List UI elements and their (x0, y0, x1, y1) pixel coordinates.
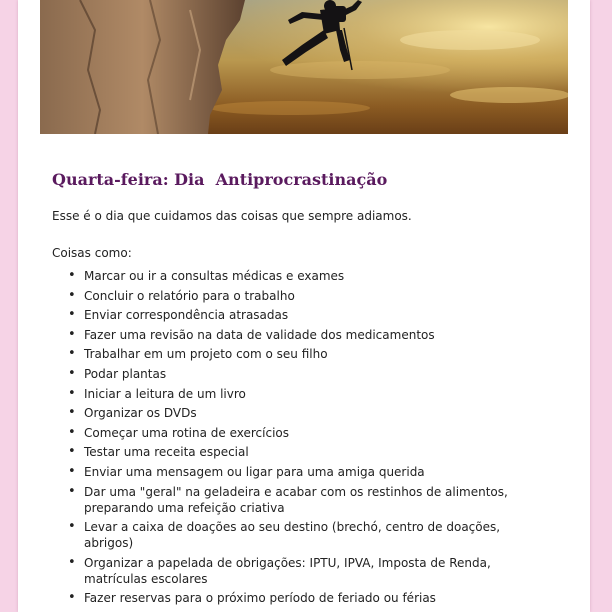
list-item: • Levar a caixa de doações ao seu destino (brechó, centro de doações, abrigos) (66, 519, 536, 551)
hero-image-climber (40, 0, 568, 134)
list-item: • Começar uma rotina de exercícios (66, 425, 536, 441)
list-item: • Dar uma "geral" na geladeira e acabar com os restinhos de alimentos, preparando uma refeição criativa (66, 484, 536, 516)
list-item: • Marcar ou ir a consultas médicas e exames (66, 268, 536, 284)
list-item: • Trabalhar em um projeto com o seu filho (66, 346, 536, 362)
list-lead-text: Coisas como: (52, 246, 132, 260)
list-item: • Testar uma receita especial (66, 444, 536, 460)
list-item: • Iniciar a leitura de um livro (66, 386, 536, 402)
list-item: • Organizar os DVDs (66, 405, 536, 421)
list-item: • Enviar uma mensagem ou ligar para uma amiga querida (66, 464, 536, 480)
intro-text: Esse é o dia que cuidamos das coisas que sempre adiamos. (52, 209, 412, 223)
task-list (66, 268, 536, 610)
list-item: • Enviar correspondência atrasadas (66, 307, 536, 323)
list-item: • Fazer reservas para o próximo período de feriado ou férias (66, 590, 536, 606)
article-card (18, 0, 590, 612)
list-item: • Podar plantas (66, 366, 536, 382)
list-item: • Fazer uma revisão na data de validade dos medicamentos (66, 327, 536, 343)
list-item: • Concluir o relatório para o trabalho (66, 288, 536, 304)
post-title: Quarta-feira: Dia Antiprocrastinação (52, 170, 388, 189)
list-item: • Organizar a papelada de obrigações: IPTU, IPVA, Imposta de Renda, matrículas escolares (66, 555, 536, 587)
